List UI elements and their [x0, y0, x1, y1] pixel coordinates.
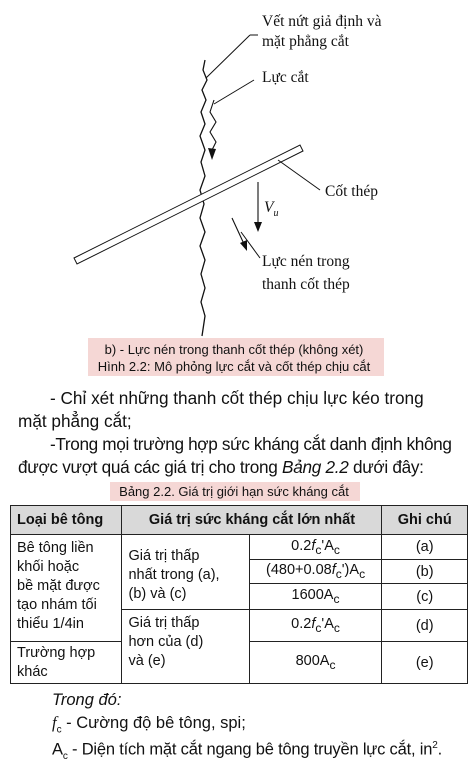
footnote-intro: Trong đó: — [52, 691, 122, 709]
shear-limit-table — [10, 505, 468, 684]
footnote-ac: $A_c$ - Diện tích mặt cắt ngang bê tông truyền lực cắt, $in^2$. — [52, 740, 442, 762]
cell-value-e: $800A_c$ — [249, 642, 382, 684]
shear-force-zigzag — [210, 100, 216, 150]
paragraph-2-line-1: -Trong mọi trường hợp sức kháng cắt danh định không — [50, 434, 452, 454]
cell-note-d: (d) — [382, 610, 468, 642]
cell-note-b: (b) — [382, 560, 468, 584]
compression-arrowhead — [240, 240, 247, 251]
rebar-label: Cốt thép — [325, 183, 378, 200]
vu-arrowhead — [254, 222, 262, 232]
shear-force-label: Lực cắt — [262, 69, 309, 86]
paragraph-2-line-2: được vượt quá các giá trị cho trong Bảng 2.2 dưới đây: — [18, 457, 424, 477]
cell-value-d: $0.2f_c'A_c$ — [249, 610, 382, 642]
vu-label: $V_u$ — [264, 199, 279, 220]
table-title: Bảng 2.2. Giá trị giới hạn sức kháng cắt — [119, 484, 349, 499]
paragraph-1-line-1: - Chỉ xét những thanh cốt thép chịu lực kéo trong — [50, 388, 424, 408]
table-header-row — [11, 506, 468, 535]
figure-subcaption: b) - Lực nén trong thanh cốt thép (không xét) — [104, 342, 364, 357]
compression-label: Lực nén trong thanh cốt thép — [262, 253, 350, 293]
header-notes: Ghi chú — [382, 506, 468, 535]
compression-arrow-shaft — [232, 218, 244, 244]
shear-reinforcement-diagram — [0, 0, 468, 340]
cell-value-b: $(480+0.08f_c')A_c$ — [249, 560, 382, 584]
shear-leader — [214, 80, 254, 104]
table-row — [11, 535, 468, 560]
figure-caption: Hình 2.2: Mô phỏng lực cắt và cốt thép chịu cắt — [97, 359, 371, 374]
paragraph-1-line-2: mặt phẳng cắt; — [18, 411, 132, 431]
cell-note-c: (c) — [382, 584, 468, 610]
cell-note-e: (e) — [382, 642, 468, 684]
crack-label: Vết nứt giả định và mặt phẳng cắt — [262, 13, 382, 50]
cell-value-a: $0.2f_c'A_c$ — [249, 535, 382, 560]
cell-value-c: $1600A_c$ — [249, 584, 382, 610]
rebar-leader — [278, 160, 320, 190]
crack-leader — [206, 35, 250, 78]
cell-condition-min-de: Giá trị thấp hơn của (d) và (e) — [122, 610, 249, 684]
cell-type-monolithic: Bê tông liền khối hoặc bề mặt được tạo nhám tối thiểu 1/4in — [11, 535, 122, 642]
header-concrete-type: Loại bê tông — [11, 506, 122, 535]
cell-type-other: Trường hợp khác — [11, 642, 122, 684]
cell-note-a: (a) — [382, 535, 468, 560]
cell-condition-min-abc: Giá trị thấp nhất trong (a), (b) và (c) — [122, 535, 249, 610]
footnote-fc: $f_c$ - Cường độ bê tông, spi; — [52, 713, 246, 736]
shear-force-arrowhead — [208, 148, 216, 160]
header-max-shear: Giá trị sức kháng cắt lớn nhất — [122, 506, 382, 535]
